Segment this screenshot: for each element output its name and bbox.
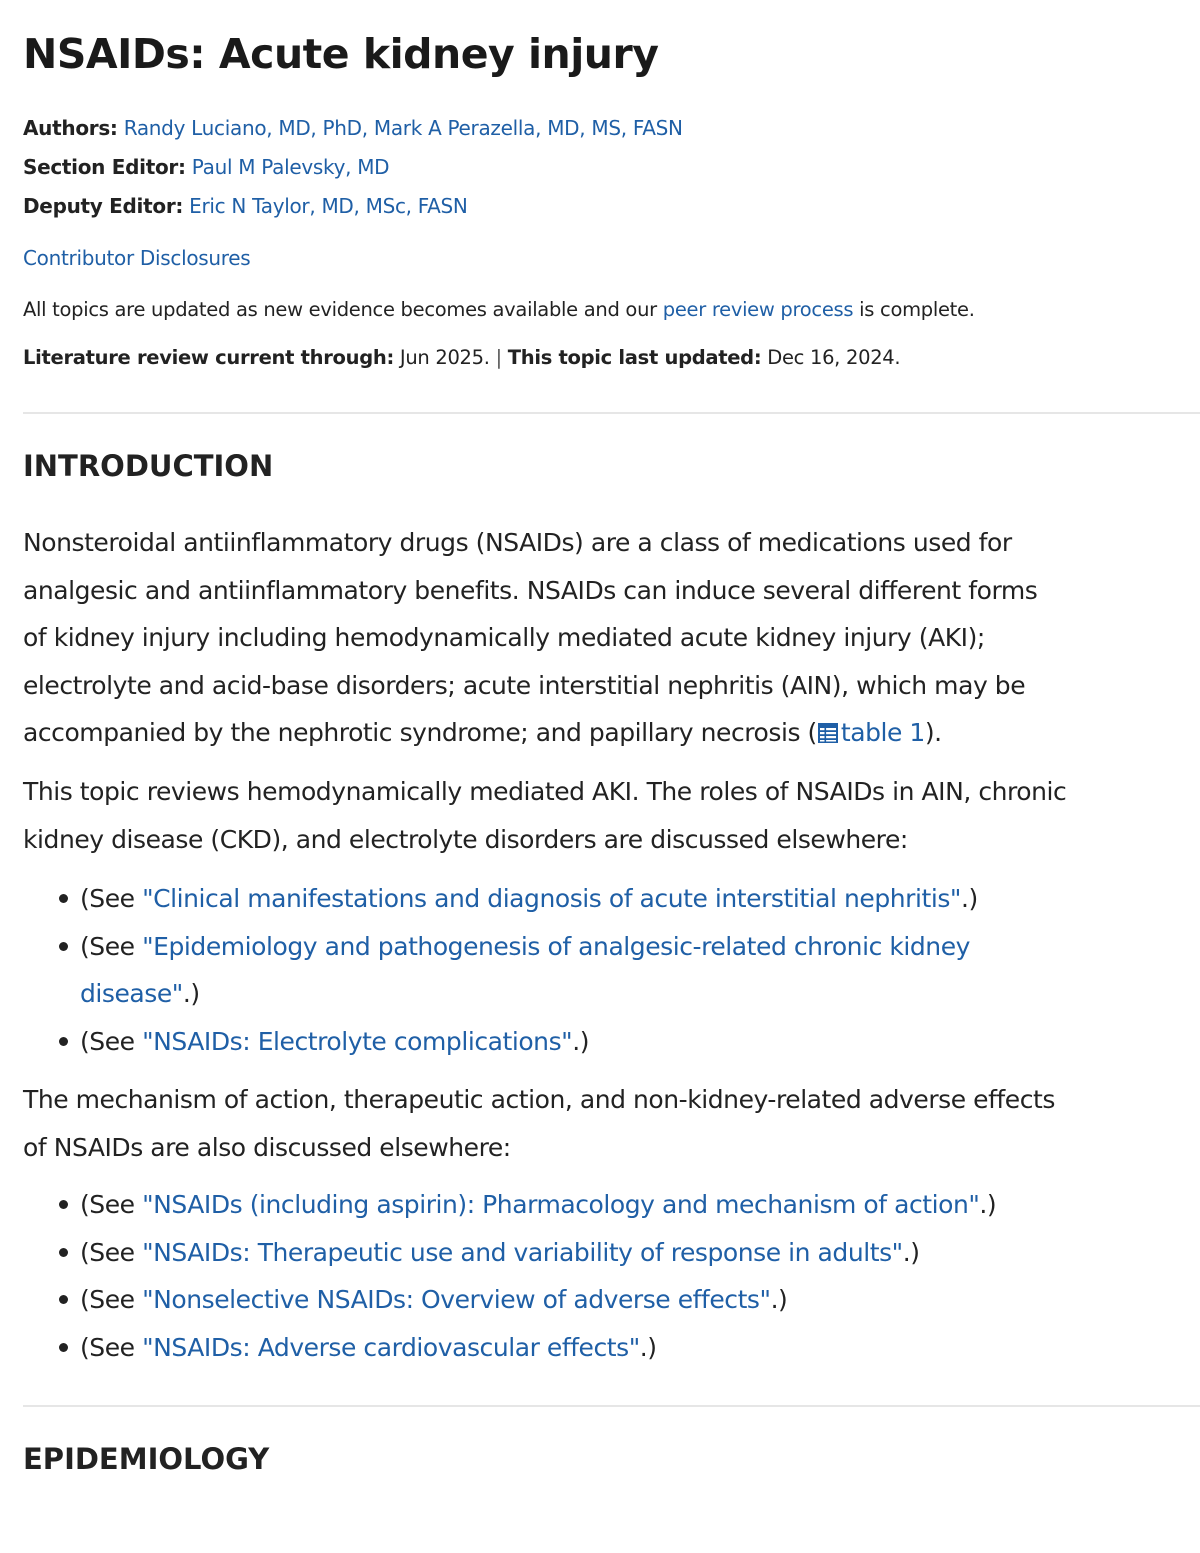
introduction-heading: INTRODUCTION — [23, 449, 274, 483]
paragraph-line: electrolyte and acid-base disorders; acute interstitial nephritis (AIN), which may be — [23, 670, 1026, 700]
bullet-dot — [59, 1295, 68, 1304]
last-updated-date: Dec 16, 2024. — [761, 346, 901, 369]
paragraph-line: The mechanism of action, therapeutic action, and non-kidney-related adverse effects — [23, 1085, 1055, 1114]
topic-link[interactable]: "Nonselective NSAIDs: Overview of adverse effects" — [142, 1285, 771, 1314]
paragraph-line: of NSAIDs are also discussed elsewhere: — [23, 1132, 511, 1162]
list-item — [55, 1181, 996, 1229]
deputy-editor-line — [23, 193, 468, 219]
bullet-dot — [59, 1200, 68, 1209]
topic-link[interactable]: "Clinical manifestations and diagnosis of acute interstitial nephritis" — [142, 884, 961, 913]
contributor-disclosures-link[interactable]: Contributor Disclosures — [23, 246, 251, 270]
update-notice-suffix: is complete. — [853, 298, 975, 321]
see-suffix: .) — [979, 1190, 997, 1219]
update-notice — [23, 297, 975, 323]
see-also-list-1 — [55, 875, 978, 1065]
lit-review-date: Jun 2025. — [393, 346, 490, 369]
bullet-dot — [59, 1248, 68, 1257]
date-separator: | — [489, 346, 508, 369]
article-title: NSAIDs: Acute kidney injury — [23, 30, 659, 78]
topic-link[interactable]: "NSAIDs: Therapeutic use and variability of response in adults" — [142, 1237, 903, 1267]
topic-link[interactable]: "Epidemiology and pathogenesis of analgesic-related chronic kidney — [142, 931, 970, 961]
see-suffix: .) — [770, 1285, 788, 1314]
see-prefix: (See — [80, 1332, 143, 1362]
paragraph-line: Nonsteroidal antiinflammatory drugs (NSAIDs) are a class of medications used for — [23, 528, 1012, 557]
see-suffix: .) — [572, 1026, 590, 1056]
bullet-dot — [59, 894, 68, 903]
list-item-continuation — [80, 970, 978, 1018]
intro-paragraph-2 — [23, 768, 1198, 863]
paragraph-line: kidney disease (CKD), and electrolyte disorders are discussed elsewhere: — [23, 824, 908, 854]
topic-link[interactable]: "NSAIDs: Adverse cardiovascular effects" — [142, 1332, 640, 1362]
table-1-link-label[interactable]: table 1 — [840, 718, 925, 747]
contributor-disclosures-line — [23, 245, 250, 271]
see-also-list-2 — [55, 1181, 996, 1371]
see-prefix: (See — [80, 1237, 143, 1267]
lit-review-label: Literature review current through: — [23, 346, 394, 369]
topic-link[interactable]: "NSAIDs: Electrolyte complications" — [142, 1026, 573, 1056]
deputy-editor-label: Deputy Editor: — [23, 194, 184, 218]
last-updated-label: This topic last updated: — [507, 346, 762, 369]
list-item — [55, 1324, 996, 1372]
see-prefix: (See — [80, 931, 143, 961]
see-suffix: .) — [902, 1237, 920, 1267]
deputy-editor-link[interactable]: Eric N Taylor, MD, MSc, FASN — [189, 194, 468, 218]
see-prefix: (See — [80, 1026, 143, 1056]
see-suffix: .) — [639, 1332, 657, 1362]
list-item — [55, 1276, 996, 1324]
authors-link[interactable]: Randy Luciano, MD, PhD, Mark A Perazella, MD, MS, FASN — [123, 116, 683, 140]
review-dates — [23, 345, 900, 371]
section-divider — [23, 412, 1200, 414]
intro-paragraph-1 — [23, 519, 1198, 757]
paragraph-line — [23, 709, 1198, 757]
authors-label: Authors: — [23, 116, 118, 140]
paragraph-line: This topic reviews hemodynamically mediated AKI. The roles of NSAIDs in AIN, chronic — [23, 777, 1067, 806]
section-divider — [23, 1405, 1200, 1407]
paragraph-line: of kidney injury including hemodynamically mediated acute kidney injury (AKI); — [23, 623, 985, 652]
peer-review-link[interactable]: peer review process — [662, 298, 854, 321]
list-item — [55, 1018, 978, 1066]
bullet-dot — [59, 1037, 68, 1046]
topic-link[interactable]: "NSAIDs (including aspirin): Pharmacology and mechanism of action" — [142, 1190, 980, 1219]
list-item — [55, 923, 978, 1018]
table-1-link[interactable] — [817, 718, 925, 747]
table-icon — [817, 722, 839, 744]
see-prefix: (See — [80, 1285, 143, 1314]
update-notice-prefix: All topics are updated as new evidence becomes available and our — [23, 298, 663, 321]
topic-link-continuation[interactable]: disease" — [80, 979, 183, 1008]
section-editor-label: Section Editor: — [23, 155, 186, 179]
see-prefix: (See — [80, 884, 143, 913]
section-editor-link[interactable]: Paul M Palevsky, MD — [191, 155, 390, 179]
list-item — [55, 875, 978, 923]
authors-line — [23, 115, 683, 141]
bullet-dot — [59, 1343, 68, 1352]
list-item — [55, 1229, 996, 1277]
section-editor-line — [23, 154, 389, 180]
bullet-dot — [59, 942, 68, 951]
see-suffix: .) — [960, 884, 978, 913]
see-prefix: (See — [80, 1190, 143, 1219]
epidemiology-heading: EPIDEMIOLOGY — [23, 1442, 270, 1476]
see-suffix: .) — [182, 979, 200, 1008]
paragraph-line: analgesic and antiinflammatory benefits. NSAIDs can induce several different forms — [23, 575, 1038, 605]
intro-paragraph-3 — [23, 1076, 1198, 1171]
paragraph-last-prefix: accompanied by the nephrotic syndrome; and papillary necrosis ( — [23, 718, 817, 747]
paragraph-last-suffix: ). — [924, 718, 942, 747]
